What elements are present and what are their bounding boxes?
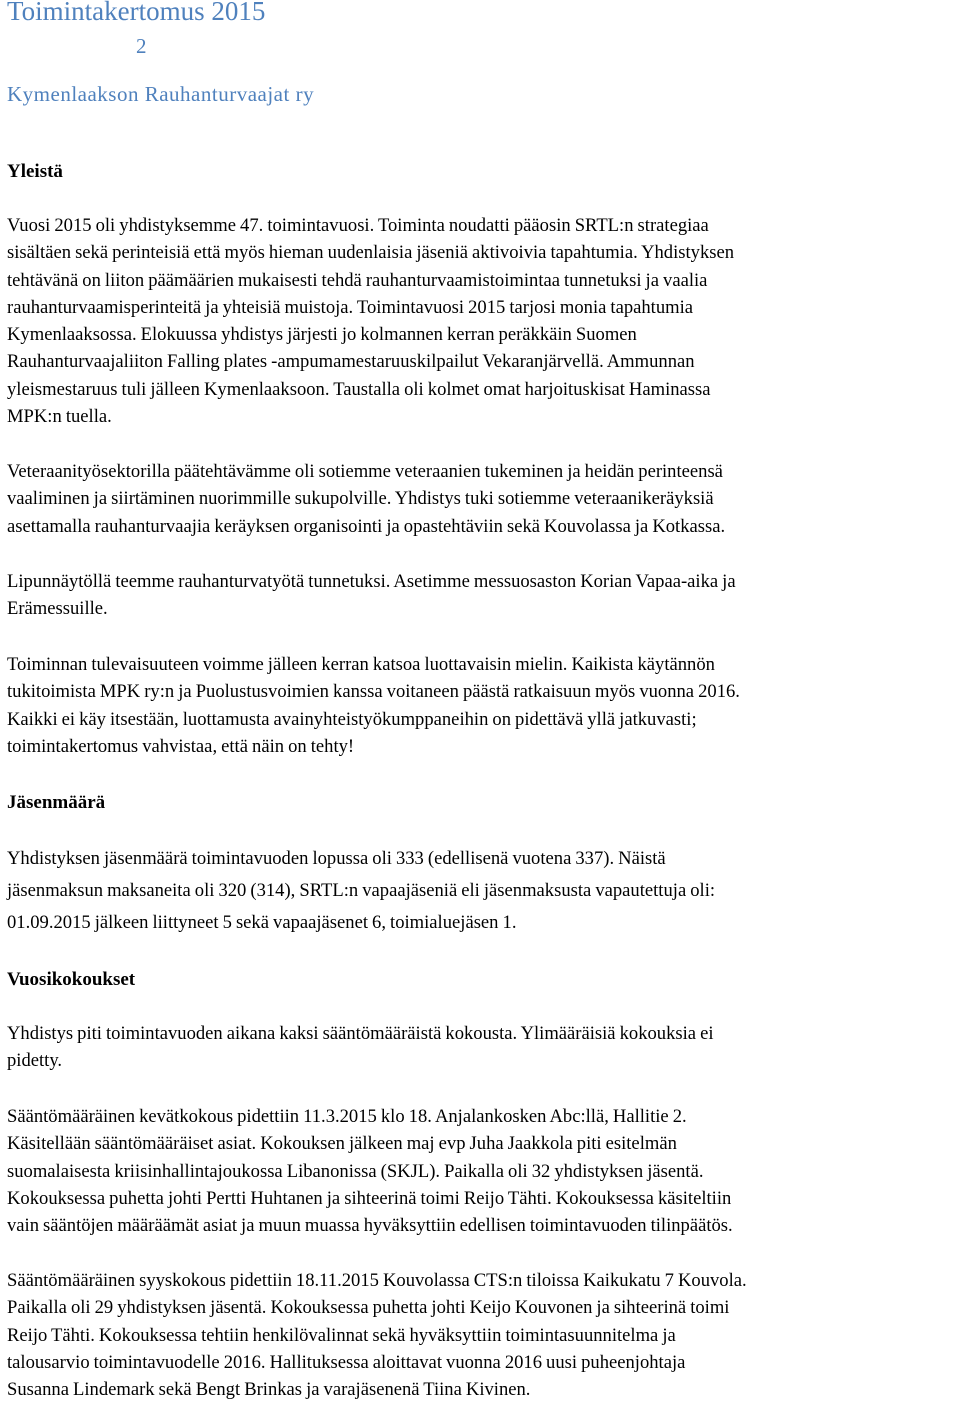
text-line: Rauhanturvaajaliiton Falling plates -ampumamestaruuskilpailut Vekaranjärvellä. Ammunnan [7,351,695,373]
section-heading-membership: Jäsenmäärä [7,792,106,813]
text-line: Lipunnäytöllä teemme rauhanturvatyötä tunnetuksi. Asetimme messuosaston Korian Vapaa-aika ja [7,571,736,592]
text-line: Veteraanityösektorilla päätehtävämme oli sotiemme veteraanien tukeminen ja heidän perinteensä [7,461,723,482]
text-line: tehtävänä on liiton päämäärien mukaisesti tehdä rauhanturvaamistoimintaa tunnetuksi ja vaalia [7,269,708,291]
text-line: asettamalla rauhanturvaajia keräyksen organisointi ja opastehtäviin sekä Kouvolassa ja Kotkassa. [7,515,726,537]
page-number: 2 [136,34,148,58]
text-line: Reijo Tähti. Kokouksessa tehtiin henkilövalinnat sekä hyväksyttiin toimintasuunnitelma ja [7,1324,676,1346]
text-line: Sääntömääräinen kevätkokous pidettiin 11.3.2015 klo 18. Anjalankosken Abc:llä, Hallitie 2. [7,1106,687,1127]
text-line: Yhdistys piti toimintavuoden aikana kaksi sääntömääräistä kokousta. Ylimääräisiä kokouksia ei [7,1023,714,1044]
text-line: toimintakertomus vahvistaa, että näin on tehty! [7,735,355,757]
text-line: Yhdistyksen jäsenmäärä toimintavuoden lopussa oli 333 (edellisenä vuotena 337). Näistä [7,848,666,869]
text-line: Paikalla oli 29 yhdistyksen jäsentä. Kokouksessa puhetta johti Keijo Kouvonen ja sihteerinä toimi [7,1297,730,1319]
paragraph-flag-display [7,568,960,623]
text-line: sisältäen sekä perinteisiä että myös hieman uudenlaisia jäseniä aktivoivia tapahtumia. Yhdistyksen [7,242,735,264]
paragraph-general-intro [7,212,960,430]
text-line: Vuosi 2015 oli yhdistyksemme 47. toimintavuosi. Toiminta noudatti pääosin SRTL:n strategiaa [7,215,709,236]
organization-name: Kymenlaakson Rauhanturvaajat ry [7,82,315,106]
text-line: suomalaisesta kriisinhallintajoukossa Libanonissa (SKJL). Paikalla oli 32 yhdistyksen jäsentä. [7,1160,704,1182]
text-line: Sääntömääräinen syyskokous pidettiin 18.11.2015 Kouvolassa CTS:n tiloissa Kaikukatu 7 Kouvola. [7,1270,747,1291]
text-line: talousarvio toimintavuodelle 2016. Hallituksessa aloittavat vuonna 2016 uusi puheenjohtaja [7,1351,686,1373]
text-line: Toiminnan tulevaisuuteen voimme jälleen kerran katsoa luottavaisin mielin. Kaikista käytännön [7,654,715,675]
text-line: yleismestaruus tuli jälleen Kymenlaaksoon. Taustalla oli kolmet omat harjoituskisat Haminassa [7,378,711,400]
paragraph-membership [7,843,960,939]
section-heading-general: Yleistä [7,161,63,182]
paragraph-veterans [7,458,960,540]
section-heading-annual-meetings: Vuosikokoukset [7,969,136,990]
document-title: Toimintakertomus 2015 [7,0,266,26]
text-line: rauhanturvaamisperinteitä ja yhteisiä muistoja. Toimintavuosi 2015 tarjosi monia tapahtumia [7,296,694,318]
paragraph-spring-meeting [7,1103,960,1239]
text-line: vain sääntöjen määräämät asiat ja muun muassa hyväksyttiin edellisen toimintavuoden tilinpäätös. [7,1215,733,1237]
text-line: 01.09.2015 jälkeen liittyneet 5 sekä vapaajäsenet 6, toimialuejäsen 1. [7,912,517,933]
text-line: Kymenlaaksossa. Elokuussa yhdistys järjesti jo kolmannen kerran peräkkäin Suomen [7,324,637,346]
paragraph-meetings-intro [7,1020,960,1075]
text-line: Erämessuille. [7,598,108,620]
paragraph-future [7,651,960,760]
text-line: pidetty. [7,1050,63,1072]
text-line: Käsitellään sääntömääräiset asiat. Kokouksen jälkeen maj evp Juha Jaakkola piti esitelmän [7,1133,677,1155]
text-line: Kokouksessa puhetta johti Pertti Huhtanen ja sihteerinä toimi Reijo Tähti. Kokouksessa käsiteltiin [7,1187,732,1209]
text-line: MPK:n tuella. [7,406,112,428]
text-line: tukitoimista MPK ry:n ja Puolustusvoimien kanssa voitaneen päästä ratkaisuun myös vuonna 2016. [7,681,740,703]
text-line: jäsenmaksun maksaneita oli 320 (314), SRTL:n vapaajäseniä eli jäsenmaksusta vapautettuja oli: [7,880,716,901]
text-line: Kaikki ei käy itsestään, luottamusta avainyhteistyökumppaneihin on pidettävä yllä jatkuvasti; [7,708,697,730]
text-line: Susanna Lindemark sekä Bengt Brinkas ja varajäsenenä Tiina Kivinen. [7,1379,531,1401]
paragraph-autumn-meeting [7,1267,960,1403]
text-line: vaaliminen ja siirtäminen nuorimmille sukupolville. Yhdistys tuki sotiemme veteraanikeräyksiä [7,488,714,510]
